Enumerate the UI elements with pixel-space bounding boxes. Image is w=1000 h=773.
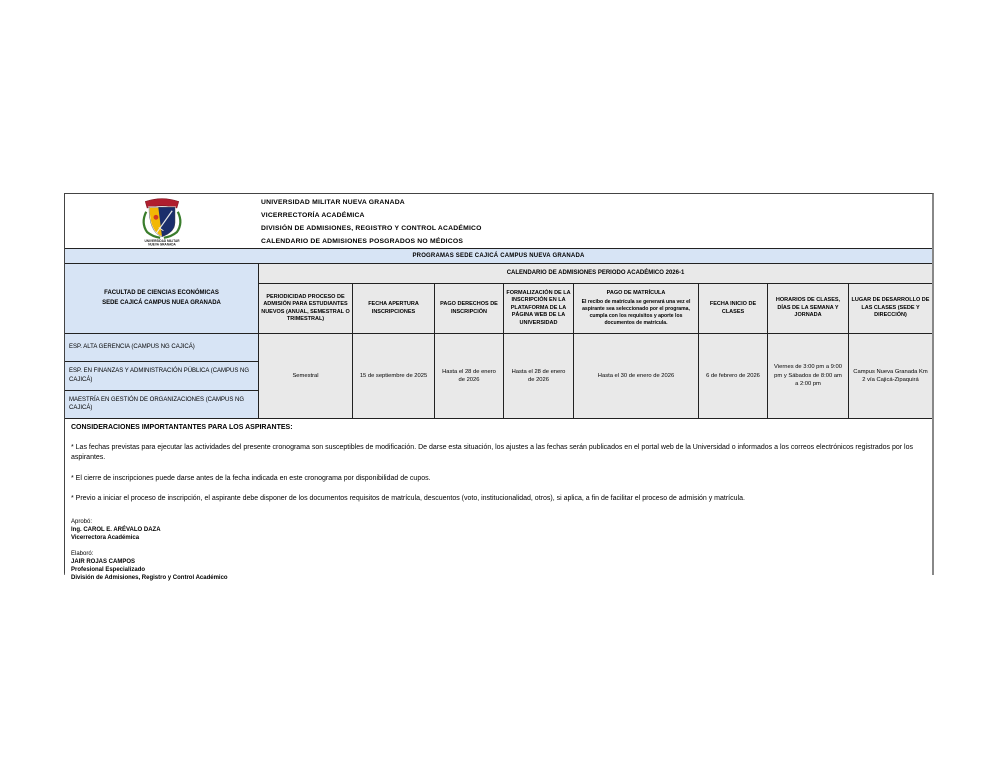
cell-fecha-inicio: 6 de febrero de 2026 [699,334,768,418]
approved-name: Ing. CAROL E. ARÉVALO DAZA [71,527,161,534]
cell-lugar: Campus Nueva Granada Km 2 vía Cajicá-Zipaquirá [849,334,932,418]
university-crest-icon [134,195,190,247]
faculty-cell [65,264,259,333]
header-line-division: DIVISIÓN DE ADMISIONES, REGISTRO Y CONTROL ACADÉMICO [261,225,482,232]
col-header-fecha-apertura: FECHA APERTURA INSCRIPCIONES [353,284,435,333]
pago-matricula-note: El recibo de matrícula se generará una vez el aspirante sea seleccionado por el programa, cumpla con los requisitos y aporte los documentos de matrícula. [581,299,691,327]
institution-header-lines [261,194,921,248]
col-header-formalizacion: FORMALIZACIÓN DE LA INSCRIPCIÓN EN LA PLATAFORMA DE LA PÁGINA WEB DE LA UNIVERSIDAD [504,284,574,333]
program-row-alta-gerencia: ESP. ALTA GERENCIA (CAMPUS NG CAJICÁ) [65,334,258,362]
logo-caption-line1: UNIVERSIDAD MILITAR [144,238,180,243]
period-title: CALENDARIO DE ADMISIONES PERIODO ACADÉMICO 2026-1 [259,264,932,284]
cell-horarios: Viernes de 3:00 pm a 9:00 pm y Sábados de 8:00 am a 2:00 pm [768,334,849,418]
cell-pago-derechos: Hasta el 28 de enero de 2026 [435,334,504,418]
admissions-calendar-sheet [64,193,934,581]
consideration-item: * Las fechas previstas para ejecutar las actividades del presente cronograma son susceptibles de modificación. De darse esta situación, los ajustes a las fechas serán publicados en el portal web de la Universidad o informados a los correos electrónicos registrados por los aspirantes. [71,444,914,461]
consideration-item: * El cierre de inscripciones puede darse antes de la fecha indicada en este cronograma por disponibilidad de cupos. [71,474,431,482]
col-header-periodicidad: PERIODICIDAD PROCESO DE ADMISIÓN PARA ESTUDIANTES NUEVOS (ANUAL, SEMESTRAL O TRIMESTRAL) [259,284,353,333]
cell-pago-matricula: Hasta el 30 de enero de 2026 [574,334,699,418]
cell-formalizacion: Hasta el 28 de enero de 2026 [504,334,574,418]
calendar-data-rows [65,334,932,419]
elaborated-label: Elaboró: [71,550,94,557]
col-header-pago-derechos: PAGO DERECHOS DE INSCRIPCIÓN [435,284,504,333]
column-header-row [259,284,932,333]
program-column [65,334,259,418]
program-row-maestria: MAESTRÍA EN GESTIÓN DE ORGANIZACIONES (CAMPUS NG CAJICÁ) [65,391,258,418]
elaborated-role1: Profesional Especializado [71,566,146,573]
approved-role: Vicerrectora Académica [71,535,140,541]
considerations-section [65,419,932,583]
col-header-horarios: HORARIOS DE CLASES, DÍAS DE LA SEMANA Y JORNADA [768,284,849,333]
university-logo [65,194,259,248]
elaborated-role2: División de Admisiones, Registro y Control Académico [71,574,228,581]
program-row-finanzas: ESP. EN FINANZAS Y ADMINISTRACIÓN PÚBLICA (CAMPUS NG CAJICÁ) [65,362,258,390]
header-line-university: UNIVERSIDAD MILITAR NUEVA GRANADA [261,199,405,206]
cell-fecha-apertura: 15 de septiembre de 2025 [353,334,435,418]
calendar-header-grid [65,264,932,334]
header-line-vicerrectoria: VICERRECTORÍA ACADÉMICA [261,212,365,219]
col-header-lugar: LUGAR DE DESARROLLO DE LAS CLASES (SEDE Y DIRECCIÓN) [849,284,932,333]
elaborated-name: JAIR ROJAS CAMPOS [71,558,136,565]
signature-block [71,519,926,582]
faculty-line2: SEDE CAJICÁ CAMPUS NUEA GRANADA [102,299,221,306]
consideration-item: * Previo a iniciar el proceso de inscripción, el aspirante debe disponer de los documentos requisitos de matrícula, descuentos (voto, institucionalidad, otros), si aplica, a fin de facilitar el proceso de admisión y matrícula. [71,495,745,503]
approved-label: Aprobó: [71,519,93,526]
col-header-pago-matricula: PAGO DE MATRÍCULA El recibo de matrícula se generará una vez el aspirante sea seleccionado por el programa, cumpla con los requisitos y aporte los documentos de matrícula. [574,284,699,333]
cell-periodicidad: Semestral [259,334,353,418]
faculty-line1: FACULTAD DE CIENCIAS ECONÓMICAS [104,289,219,296]
header-line-calendario: CALENDARIO DE ADMISIONES POSGRADOS NO MÉDICOS [261,238,464,245]
considerations-title: CONSIDERACIONES IMPORTANTANTES PARA LOS ASPIRANTES: [71,424,293,431]
col-header-fecha-inicio: FECHA INICIO DE CLASES [699,284,768,333]
programs-band-title: PROGRAMAS SEDE CAJICÁ CAMPUS NUEVA GRANADA [65,248,932,264]
logo-caption-line2: NUEVA GRANADA [148,242,176,247]
sheet-header [65,194,932,248]
